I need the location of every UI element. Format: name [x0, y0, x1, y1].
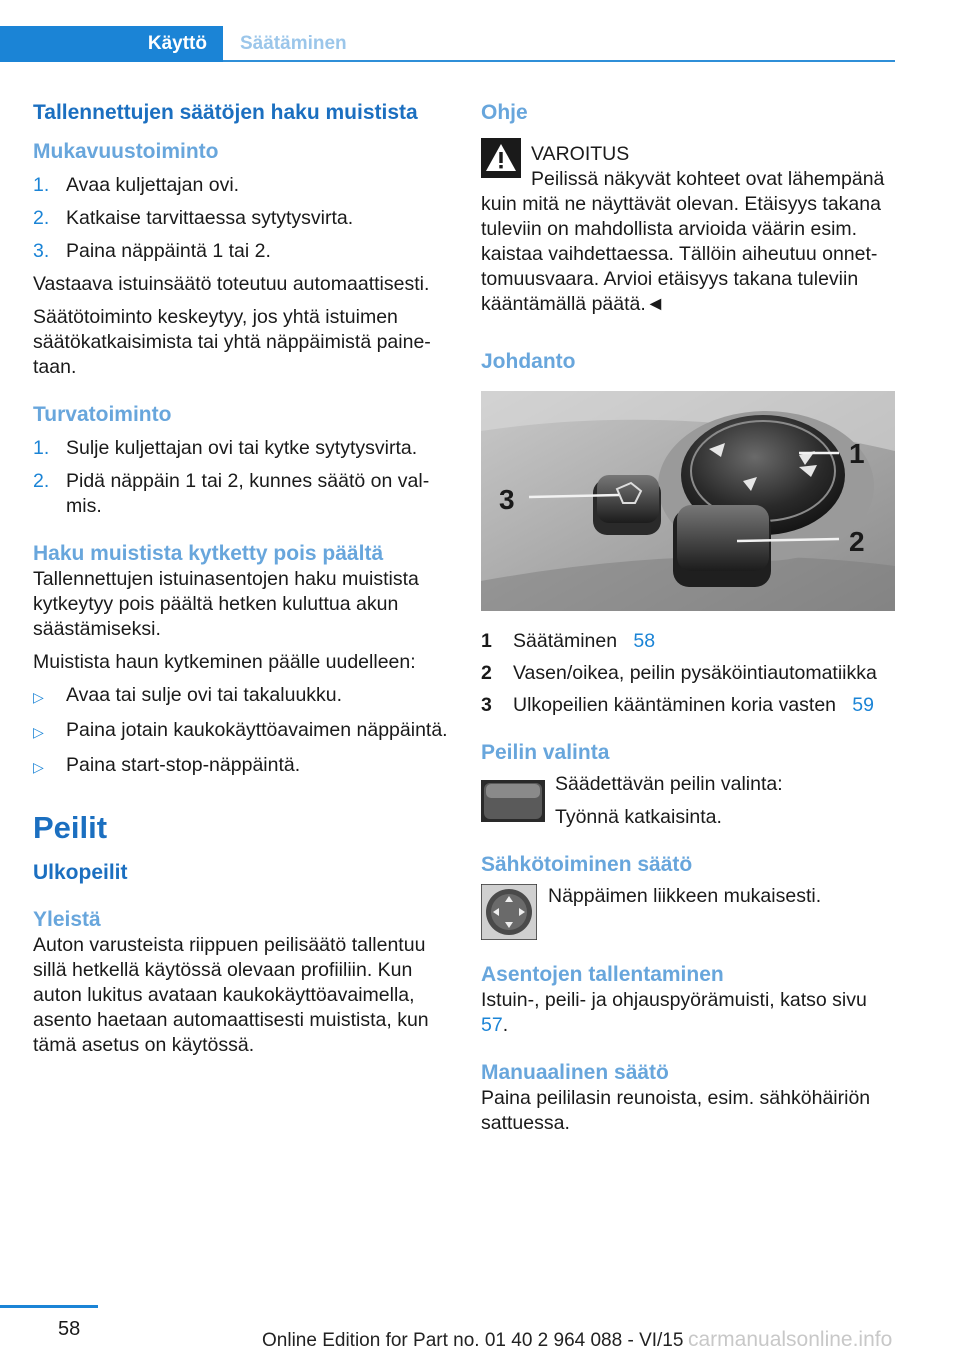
heading-manual-adjust: Manuaalinen säätö [481, 1061, 669, 1084]
page-link[interactable]: 58 [633, 630, 656, 652]
list-item: ▷ Paina start-stop-näppäintä. [33, 753, 448, 780]
page-link[interactable]: 57 [481, 1014, 503, 1036]
warning-title: VAROITUS [531, 143, 630, 165]
electric-adjust-text: Näppäimen liikkeen mukaisesti. [548, 885, 822, 907]
heading-intro: Johdanto [481, 350, 576, 373]
legend-item: 2 Vasen/oikea, peilin pysäköintiautomatiikka [481, 662, 877, 684]
figure-label-3: 3 [499, 484, 515, 515]
mirror-switch-photo [481, 391, 895, 611]
bullet-triangle-icon: ▷ [33, 689, 44, 705]
paragraph: Vastaava istuinsäätö toteutuu automaattisesti. [33, 273, 430, 295]
heading-general: Yleistä [33, 908, 101, 931]
figure-label-1: 1 [849, 438, 865, 469]
electric-adjust-block [481, 884, 896, 940]
paragraph: Tallennettujen istuinasentojen haku muistista kytkeytyy pois päältä hetken kuluttua akun säästämiseksi. [33, 568, 419, 640]
list-item: 3. Paina näppäintä 1 tai 2. [33, 240, 271, 262]
page-link[interactable]: 59 [852, 694, 874, 716]
right-column [481, 100, 896, 1136]
heading-note: Ohje [481, 101, 528, 124]
select-instruction: Työnnä katkaisinta. [555, 806, 722, 828]
list-item: 2. Katkaise tarvittaessa sytytysvirta. [33, 207, 354, 229]
comfort-steps-list [33, 173, 448, 264]
paragraph: Auton varusteista riippuen peilisäätö tallentuu sillä hetkellä käytössä olevaan profiiliin. Kun auton lukitus avataan kaukokäyttöavaimella, asento haetaan automaattisesti muistista, kun tämä asetus on käytössä. [33, 934, 429, 1056]
watermark: carmanualsonline.info [688, 1328, 893, 1351]
left-column [33, 100, 448, 1058]
direction-pad-icon [481, 884, 537, 940]
paragraph: Säätötoiminto keskeytyy, jos yhtä istuimen säätökatkaisimista tai yhtä näppäimistä painetaan. [33, 306, 431, 378]
warning-text: Peilissä näkyvät kohteet ovat lähempänä [531, 168, 885, 190]
heading-electric-adjust: Sähkötoiminen säätö [481, 853, 693, 876]
paragraph: Muistista haun kytkeminen päälle uudelleen: [33, 651, 416, 673]
safety-steps-list [33, 436, 448, 519]
page-number: 58 [58, 1318, 81, 1340]
list-item: 1. Sulje kuljettajan ovi tai kytke sytytysvirta. [33, 437, 418, 459]
heading-comfort-function: Mukavuustoiminto [33, 140, 219, 163]
list-item: 1. Avaa kuljettajan ovi. [33, 174, 240, 196]
legend-item: 3 Ulkopeilien kääntäminen koria vasten 59 [481, 694, 874, 716]
heading-mirror-select: Peilin valinta [481, 741, 610, 764]
figure-label-2: 2 [849, 526, 865, 557]
heading-memory-off: Haku muistista kytketty pois päältä [33, 542, 384, 565]
warning-block [481, 142, 896, 192]
heading-outside-mirrors: Ulkopeilit [33, 861, 128, 884]
bullet-triangle-icon: ▷ [33, 759, 44, 775]
bullet-triangle-icon: ▷ [33, 724, 44, 740]
heading-memory-recall: Tallennettujen säätöjen haku muistista [33, 101, 418, 124]
list-item: ▷ Paina jotain kaukokäyttöavaimen näppäintä. [33, 718, 448, 745]
legend-item: 1 Säätäminen 58 [481, 630, 656, 652]
off-bullets-list [33, 683, 448, 780]
tab-saataminen[interactable]: Säätäminen [240, 33, 347, 54]
paragraph: Istuin-, peili- ja ohjauspyörämuisti, katso sivu 57. [481, 989, 867, 1036]
figure-legend [481, 629, 896, 718]
header-bar [0, 26, 895, 62]
heading-mirrors: Peilit [33, 810, 108, 845]
mirror-selector-switch-icon [481, 780, 545, 822]
heading-safety-function: Turvatoiminto [33, 403, 172, 426]
select-instruction: Säädettävän peilin valinta: [555, 773, 783, 795]
heading-store-positions: Asentojen tallentaminen [481, 963, 724, 986]
list-item: ▷ Avaa tai sulje ovi tai takaluukku. [33, 683, 448, 710]
warning-text-continued: kuin mitä ne näyttävät olevan. Etäisyys takana tuleviin on mahdollista arvioida väärin esim. kaistaa vaihdettaessa. Tällöin aiheutuu onnettomuusvaara. Arvioi etäisyys takana tuleviin kääntämällä päätä.◄ [481, 193, 881, 315]
edition-text: Online Edition for Part no. 01 40 2 964 088 - VI/15 [262, 1330, 684, 1351]
tab-kaytto[interactable]: Käyttö [0, 26, 223, 62]
mirror-select-block [481, 772, 896, 830]
paragraph: Paina peililasin reunoista, esim. sähköhäiriön sattuessa. [481, 1087, 871, 1134]
footer-rule [0, 1305, 98, 1308]
warning-icon [481, 138, 521, 178]
list-item: 2. Pidä näppäin 1 tai 2, kunnes säätö on valmis. [33, 470, 430, 517]
